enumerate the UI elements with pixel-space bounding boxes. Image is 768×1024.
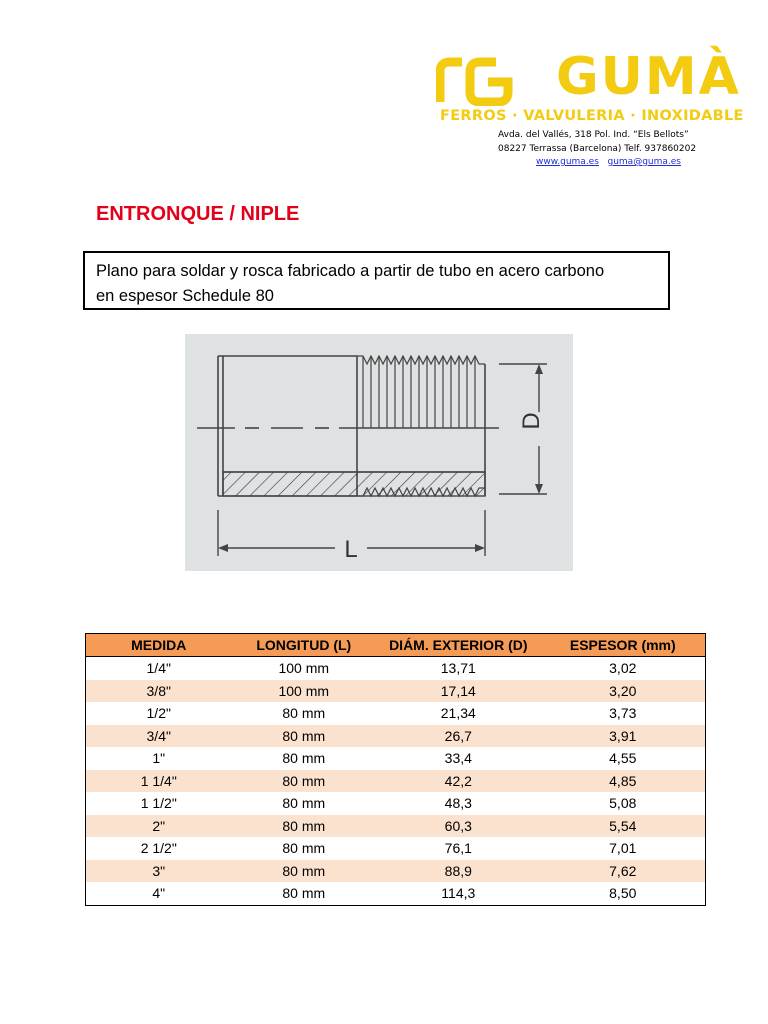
table-cell: 114,3: [441, 885, 476, 902]
table-cell: 17,14: [376, 680, 540, 703]
table-cell: 1/2": [146, 705, 171, 722]
table-row: [86, 657, 706, 680]
brand-tagline: FERROS · VALVULERIA · INOXIDABLE: [440, 108, 744, 124]
page-title: ENTRONQUE / NIPLE: [96, 203, 300, 225]
table-cell: 80 mm: [282, 705, 326, 722]
column-header: MEDIDA: [86, 634, 232, 657]
brand-name: GUMÀ: [556, 47, 741, 107]
table-cell: 100 mm: [278, 660, 330, 677]
address-line-1: Avda. del Vallés, 318 Pol. Ind. “Els Bellots”: [498, 130, 689, 140]
table-cell: 7,62: [541, 860, 706, 883]
table-cell: 88,9: [376, 860, 540, 883]
table-cell: 3/4": [86, 725, 232, 748]
table-cell: 2": [86, 815, 232, 838]
table-header-row: [86, 634, 706, 657]
table-row: [86, 770, 706, 793]
table-row: [86, 680, 706, 703]
description-box: [83, 251, 670, 310]
table-cell: 76,1: [444, 840, 472, 857]
table-row: [86, 702, 706, 725]
table-cell: 8,50: [609, 885, 637, 902]
table-cell: 5,08: [609, 795, 637, 812]
table-row: [86, 837, 706, 860]
table-cell: 3,20: [541, 680, 706, 703]
guma-logo-mark-icon: [436, 50, 548, 106]
table-cell: 3,02: [609, 660, 637, 677]
company-logo: [436, 47, 744, 130]
table-cell: 1 1/2": [140, 795, 177, 812]
table-cell: 26,7: [376, 725, 540, 748]
table-cell: 13,71: [440, 660, 476, 677]
table-cell: 80 mm: [282, 840, 326, 857]
description-line-2: en espesor Schedule 80: [96, 287, 274, 305]
dimensions-table: [85, 633, 706, 906]
website-link[interactable]: www.guma.es: [536, 157, 599, 167]
table-cell: 80 mm: [282, 885, 326, 902]
table-cell: 4": [152, 885, 166, 902]
table-row: [86, 747, 706, 770]
table-cell: 3,73: [609, 705, 637, 722]
table-cell: 7,01: [609, 840, 637, 857]
column-header: LONGITUD (L): [231, 634, 376, 657]
table-cell: 42,2: [376, 770, 540, 793]
table-row: [86, 882, 706, 905]
table-cell: 1/4": [146, 660, 171, 677]
description-line-1: Plano para soldar y rosca fabricado a partir de tubo en acero carbono: [96, 262, 605, 280]
table-cell: 100 mm: [231, 680, 376, 703]
table-row: [86, 725, 706, 748]
diameter-label: D: [518, 412, 545, 430]
column-header: DIÁM. EXTERIOR (D): [376, 634, 540, 657]
table-cell: 80 mm: [231, 815, 376, 838]
length-label: L: [344, 536, 358, 563]
table-cell: 4,85: [541, 770, 706, 793]
contact-links: [536, 157, 681, 167]
table-row: [86, 815, 706, 838]
table-cell: 80 mm: [282, 795, 326, 812]
table-cell: 48,3: [444, 795, 472, 812]
table-cell: 80 mm: [282, 750, 326, 767]
table-cell: 3": [86, 860, 232, 883]
table-body: [86, 657, 706, 906]
table-cell: 80 mm: [231, 860, 376, 883]
table-row: [86, 860, 706, 883]
email-link[interactable]: guma@guma.es: [607, 157, 681, 167]
table-cell: 80 mm: [231, 770, 376, 793]
table-cell: 4,55: [609, 750, 637, 767]
table-cell: 2 1/2": [140, 840, 177, 857]
table-cell: 3,91: [541, 725, 706, 748]
table-cell: 1": [152, 750, 166, 767]
address-line-2: 08227 Terrassa (Barcelona) Telf. 937860202: [498, 144, 697, 154]
table-cell: 1 1/4": [86, 770, 232, 793]
table-row: [86, 792, 706, 815]
nipple-technical-drawing: [185, 334, 573, 571]
table-cell: 60,3: [376, 815, 540, 838]
table-cell: 80 mm: [231, 725, 376, 748]
table-cell: 21,34: [440, 705, 476, 722]
table-cell: 5,54: [541, 815, 706, 838]
table-cell: 33,4: [444, 750, 472, 767]
nipple-drawing-svg: [185, 334, 573, 571]
table-cell: 3/8": [86, 680, 232, 703]
column-header: ESPESOR (mm): [541, 634, 706, 657]
